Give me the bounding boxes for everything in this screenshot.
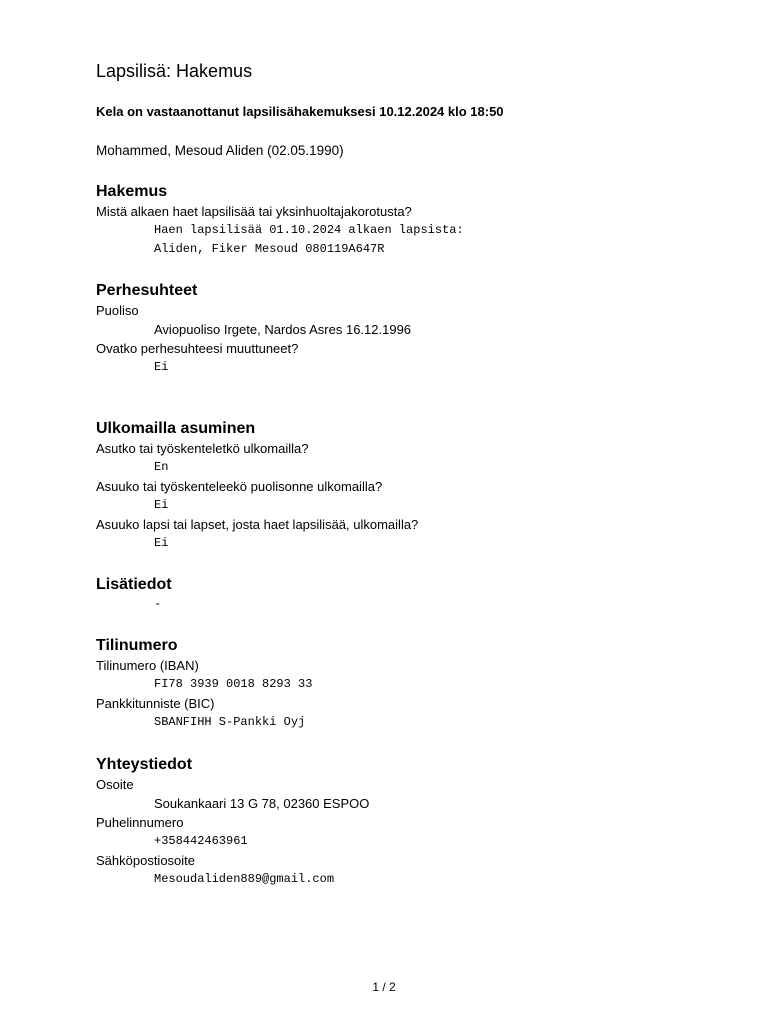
section-title-lisatiedot: Lisätiedot (96, 576, 172, 593)
section-ulkomailla (96, 418, 696, 553)
abroad-answer-3: Ei (154, 536, 169, 550)
abroad-question-3: Asuuko lapsi tai lapset, josta haet lapsilisää, ulkomailla? (96, 517, 419, 532)
section-title-yhteystiedot: Yhteystiedot (96, 756, 193, 773)
iban-label: Tilinumero (IBAN) (96, 658, 199, 673)
page-number: 1 / 2 (372, 980, 396, 994)
section-title-hakemus: Hakemus (96, 183, 168, 200)
abroad-question-1: Asutko tai työskenteletkö ulkomailla? (96, 441, 309, 456)
spouse-value: Aviopuoliso Irgete, Nardos Asres 16.12.1996 (154, 322, 412, 337)
hakemus-answer-line1: Haen lapsilisää 01.10.2024 alkaen lapsista: (154, 223, 464, 237)
page-title: Lapsilisä: Hakemus (96, 61, 253, 81)
address-value: Soukankaari 13 G 78, 02360 ESPOO (154, 796, 370, 811)
received-notice: Kela on vastaanottanut lapsilisähakemuksesi 10.12.2024 klo 18:50 (96, 104, 504, 119)
additional-info-value: - (154, 597, 162, 611)
bic-value: SBANFIHH S-Pankki Oyj (154, 715, 306, 729)
abroad-answer-2: Ei (154, 498, 169, 512)
section-tilinumero (96, 635, 696, 732)
bic-label: Pankkitunniste (BIC) (96, 696, 215, 711)
section-lisatiedot (96, 574, 696, 614)
abroad-question-2: Asuuko tai työskenteleekö puolisonne ulkomailla? (96, 479, 383, 494)
spouse-label: Puoliso (96, 303, 139, 318)
applicant-name: Mohammed, Mesoud Aliden (02.05.1990) (96, 143, 344, 158)
phone-label: Puhelinnumero (96, 815, 184, 830)
email-value: Mesoudaliden889@gmail.com (154, 872, 335, 886)
phone-value: +358442463961 (154, 834, 248, 848)
iban-value: FI78 3939 0018 8293 33 (154, 677, 313, 691)
address-label: Osoite (96, 777, 134, 792)
hakemus-question: Mistä alkaen haet lapsilisää tai yksinhuoltajakorotusta? (96, 204, 412, 219)
hakemus-answer-line2: Aliden, Fiker Mesoud 080119A647R (154, 242, 385, 256)
section-yhteystiedot (96, 754, 696, 889)
section-title-tilinumero: Tilinumero (96, 637, 178, 654)
section-hakemus (96, 181, 696, 259)
section-perhesuhteet (96, 280, 696, 377)
section-title-perhesuhteet: Perhesuhteet (96, 282, 198, 299)
family-changed-answer: Ei (154, 360, 169, 374)
email-label: Sähköpostiosoite (96, 853, 196, 868)
family-changed-question: Ovatko perhesuhteesi muuttuneet? (96, 341, 299, 356)
section-title-ulkomailla: Ulkomailla asuminen (96, 420, 256, 437)
abroad-answer-1: En (154, 460, 169, 474)
